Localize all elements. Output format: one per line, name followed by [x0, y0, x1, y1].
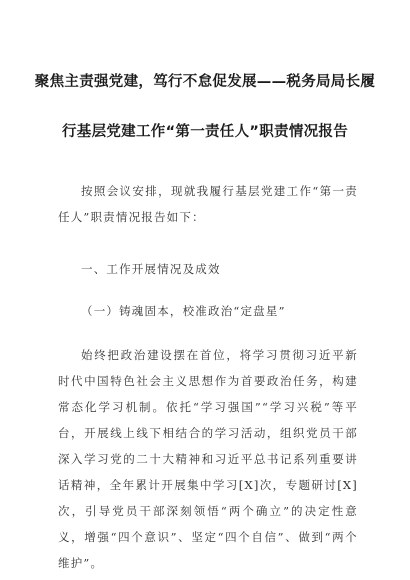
document-title-line-2: 行基层党建工作“第一责任人”职责情况报告: [61, 124, 349, 140]
section-heading: 一、工作开展情况及成效: [81, 262, 221, 276]
body-paragraph: 始终把政治建设摆在首位，将学习贯彻习近平新时代中国特色社会主义思想作为首要政治任务，构建常态化学习机制。依托“学习强国”“学习兴税”等平台，开展线上线下相结合的学习活动，组织党员干部深入学习党的二十大精神和习近平总书记系列重要讲话精神，全年累计开展集中学习[X]次，专题研讨[X]次，引导党员干部深刻领悟“两个确立”的决定性意义，增强“四个意识”、坚定“四个自信”、做到“两个维护”。: [58, 348, 358, 570]
intro-paragraph: 按照会议安排，现就我履行基层党建工作“第一责任人”职责情况报告如下：: [58, 184, 358, 224]
subsection-heading: （一）铸魂固本，校准政治“定盘星”: [81, 304, 286, 318]
document-title-line-1: 聚焦主责强党建，笃行不怠促发展——税务局局长履: [34, 74, 376, 90]
